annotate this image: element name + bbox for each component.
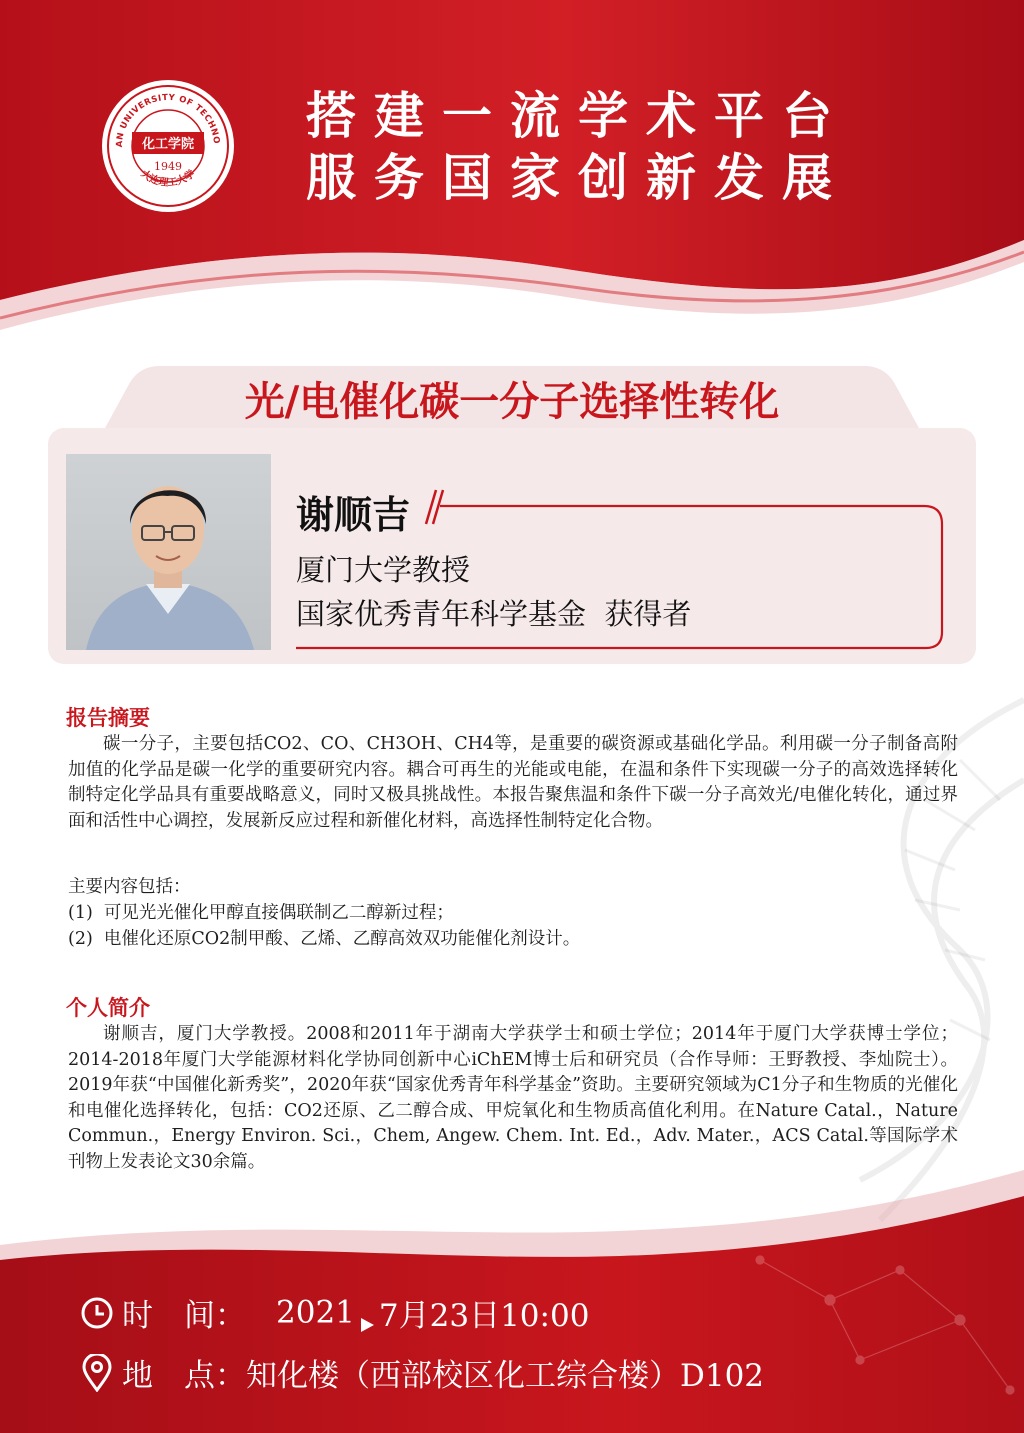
location-pin-icon (80, 1354, 114, 1392)
abstract-heading: 报告摘要 (66, 705, 150, 730)
talk-title: 光/电催化碳一分子选择性转化 (244, 378, 780, 425)
svg-text:化工学院: 化工学院 (141, 137, 195, 152)
abstract-paragraph: 碳一分子，主要包括CO2、CO、CH3OH、CH4等，是重要的碳资源或基础化学品。利用碳一分子制备高附加值的化学品是碳一化学的重要研究内容。耦合可再生的光能或电能，在温和条件下实现碳一分子的高效选择转化制特定化学品具有重要战略意义，同时又极具挑战性。本报告聚焦温和条件下碳一分子高效光/电催化转化，通过界面和活性中心调控，发展新反应过程和新催化材料，高选择性制特定化合物。 (68, 734, 958, 831)
speaker-role-1: 厦门大学教授 (296, 553, 471, 587)
place-label: 地 点： (122, 1358, 246, 1394)
time-value: 7月23日10:00 (378, 1298, 590, 1334)
time-label: 时 间： (122, 1298, 246, 1334)
abstract-item-2: (2) 电催化还原CO2制甲酸、乙烯、乙醇高效双功能催化剂设计。 (68, 929, 581, 949)
place-row (80, 1350, 764, 1395)
logo-arc-text: AN UNIVERSITY OF TECHNO (114, 92, 222, 148)
time-year: 2021 (276, 1294, 355, 1331)
college-logo (100, 78, 236, 214)
bio-paragraph: 谢顺吉，厦门大学教授。2008和2011年于湖南大学获学士和硕士学位；2014年于厦门大学获博士学位；2014-2018年厦门大学能源材料化学协同创新中心iChEM博士后和研究员（合作导师：王野教授、李灿院士）。2019年获“中国催化新秀奖”，2020年获“国家优秀青年科学基金”资助。主要研究领域为C1分子和生物质的光催化和电催化选择转化，包括：CO2还原、乙二醇合成、甲烷氧化和生物质高值化利用。在Nature Catal.，Nature Commun.，Energy Environ. Sci.，Chem, Angew. Chem. Int. Ed.，Adv. Mater.，ACS Catal.等国际学术刊物上发表论文30余篇。 (68, 1024, 958, 1172)
speaker-role-2: 国家优秀青年科学基金 获得者 (296, 597, 692, 631)
headline-line-1: 搭建一流学术平台 (306, 87, 850, 145)
headline-line-2: 服务国家创新发展 (306, 149, 850, 207)
time-row (80, 1290, 589, 1335)
speaker-photo (66, 454, 271, 650)
svg-text:大连理工大学: 大连理工大学 (138, 168, 198, 189)
clock-icon (80, 1296, 114, 1330)
svg-text:1949: 1949 (154, 160, 182, 173)
abstract-item-1: (1) 可见光光催化甲醇直接偶联制乙二醇新过程； (68, 903, 454, 923)
play-triangle-icon (359, 1305, 375, 1321)
place-value: 知化楼（西部校区化工综合楼）D102 (246, 1358, 765, 1394)
speaker-name: 谢顺吉 (296, 492, 411, 537)
abstract-content-label: 主要内容包括： (68, 877, 191, 897)
bio-heading: 个人简介 (66, 995, 150, 1020)
